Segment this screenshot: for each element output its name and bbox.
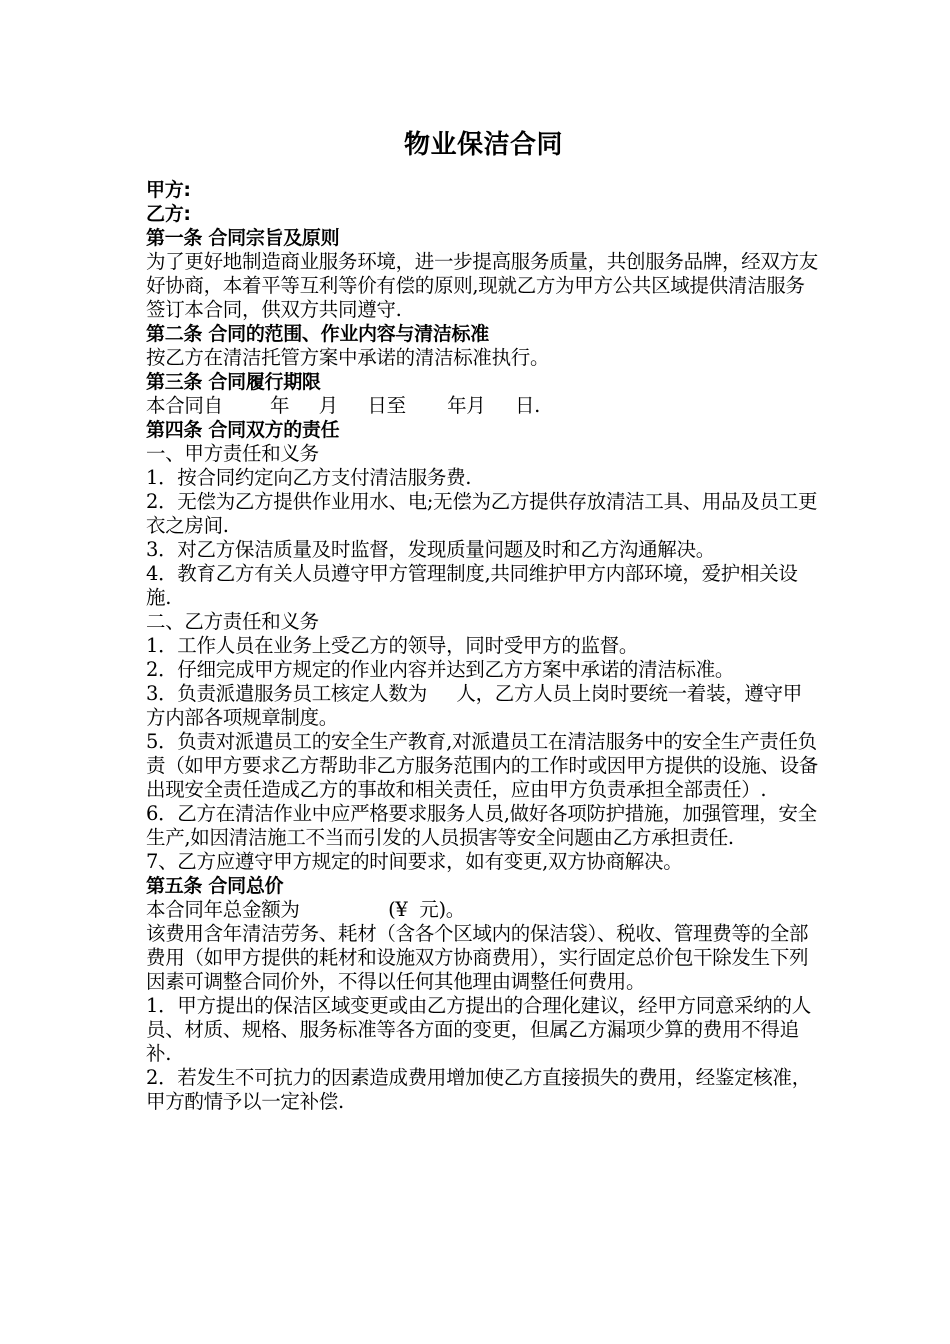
article-paragraph: 3．对乙方保洁质量及时监督，发现质量问题及时和乙方沟通解决。 (146, 538, 715, 561)
article-paragraph: 3．负责派遣服务员工核定人数为 人，乙方人员上岗时要统一着装，遵守甲方内部各项规章制度。 (146, 682, 802, 729)
party-a-label: 甲方: (146, 179, 191, 201)
article-paragraph: 按乙方在清洁托管方案中承诺的清洁标准执行。 (146, 346, 550, 369)
article-2 (146, 322, 821, 370)
article-1 (146, 226, 821, 322)
article-paragraph: 5．负责对派遣员工的安全生产教育,对派遣员工在清洁服务中的安全生产责任负责（如甲方要求乙方帮助非乙方服务范围内的工作时或因甲方提供的设施、设备出现安全责任造成乙方的事故和相关责任，应由甲方负责承担全部责任）. (146, 730, 819, 801)
article-paragraph: 1．工作人员在业务上受乙方的领导，同时受甲方的监督。 (146, 634, 639, 657)
article-paragraph: 该费用含年清洁劳务、耗材（含各个区域内的保洁袋）、税收、管理费等的全部费用（如甲方提供的耗材和设施双方协商费用），实行固定总价包干除发生下列因素可调整合同价外，不得以任何其他理由调整任何费用。 (146, 922, 809, 993)
party-b-label: 乙方: (146, 203, 191, 225)
document-title: 物业保洁合同 (403, 130, 563, 160)
contract-page (146, 128, 821, 1114)
article-paragraph: 本合同年总金额为 (¥ 元)。 (146, 898, 465, 921)
article-5 (146, 874, 821, 1114)
section-heading: 一、甲方责任和义务 (146, 442, 319, 465)
article-paragraph: 2．若发生不可抗力的因素造成费用增加使乙方直接损失的费用，经鉴定核准，甲方酌情予以一定补偿. (146, 1066, 811, 1113)
article-heading: 第四条 合同双方的责任 (146, 419, 340, 441)
article-paragraph: 1．按合同约定向乙方支付清洁服务费. (146, 466, 472, 489)
article-paragraph: 2．无偿为乙方提供作业用水、电;无偿为乙方提供存放清洁工具、用品及员工更衣之房间. (146, 490, 818, 537)
article-3 (146, 370, 821, 418)
article-paragraph: 本合同自 年 月 日至 年月 日. (146, 394, 541, 417)
article-paragraph: 2．仔细完成甲方规定的作业内容并达到乙方方案中承诺的清洁标准。 (146, 658, 735, 681)
article-4 (146, 418, 821, 874)
article-heading: 第一条 合同宗旨及原则 (146, 227, 340, 249)
article-paragraph: 为了更好地制造商业服务环境，进一步提高服务质量，共创服务品牌，经双方友好协商，本着平等互利等价有偿的原则,现就乙方为甲方公共区域提供清洁服务签订本合同，供双方共同遵守. (146, 250, 819, 321)
article-heading: 第二条 合同的范围、作业内容与清洁标准 (146, 323, 489, 345)
article-paragraph: 7、乙方应遵守甲方规定的时间要求，如有变更,双方协商解决。 (146, 850, 683, 873)
article-paragraph: 1．甲方提出的保洁区域变更或由乙方提出的合理化建议，经甲方同意采纳的人员、材质、规格、服务标准等各方面的变更，但属乙方漏项少算的费用不得追补. (146, 994, 811, 1065)
article-heading: 第三条 合同履行期限 (146, 371, 321, 393)
article-heading: 第五条 合同总价 (146, 875, 284, 897)
article-paragraph: 4．教育乙方有关人员遵守甲方管理制度,共同维护甲方内部环境，爱护相关设施. (146, 562, 798, 609)
section-heading: 二、乙方责任和义务 (146, 610, 319, 633)
article-paragraph: 6．乙方在清洁作业中应严格要求服务人员,做好各项防护措施，加强管理，安全生产,如因清洁施工不当而引发的人员损害等安全问题由乙方承担责任. (146, 802, 817, 849)
